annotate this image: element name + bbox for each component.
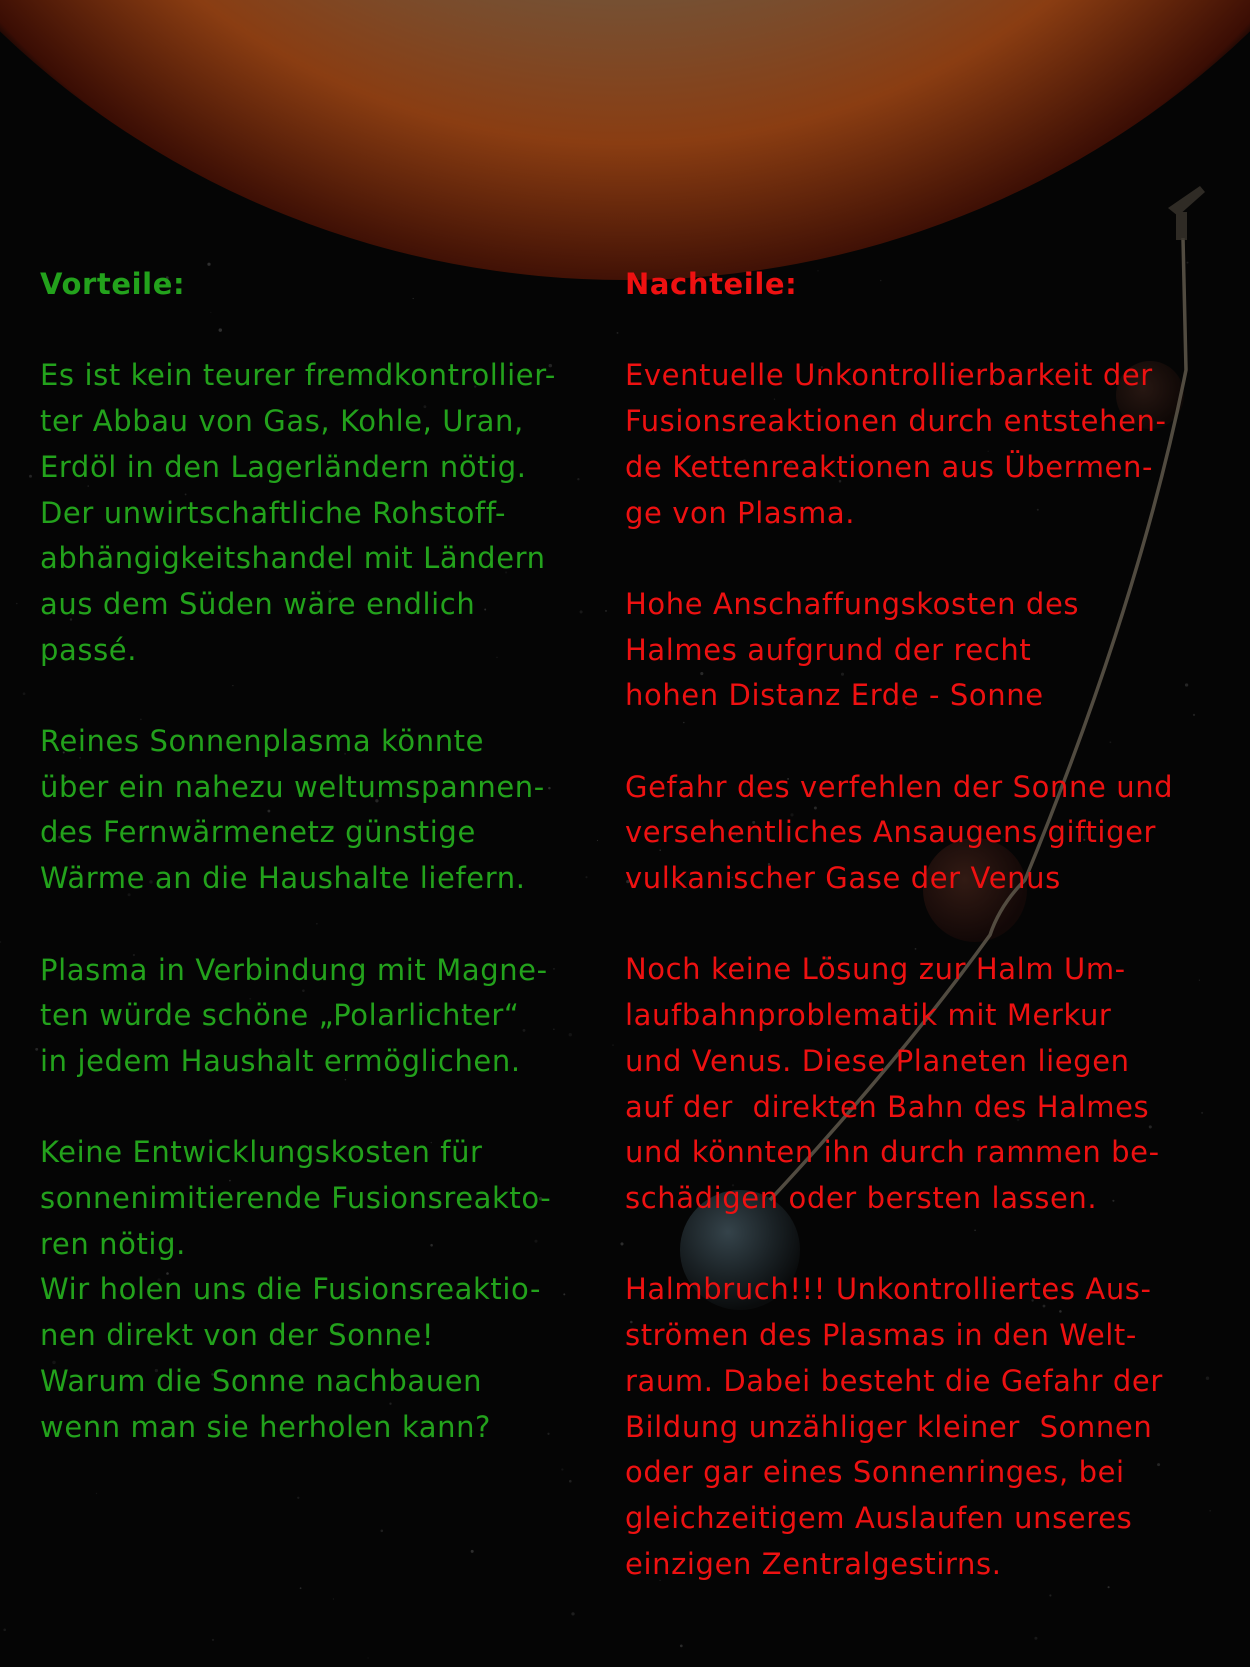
nachteile-column — [625, 262, 1235, 1633]
star-dot — [620, 1242, 623, 1245]
nachteile-text-line: Hohe Anschaffungskosten des — [625, 586, 1080, 621]
nachteile-text-line: auf der direkten Bahn des Halmes — [625, 1089, 1150, 1124]
star-dot — [29, 475, 32, 478]
vorteile-heading: Vorteile: — [40, 267, 186, 301]
star-dot — [297, 1497, 299, 1499]
nachteile-heading: Nachteile: — [625, 267, 798, 301]
nachteile-text-line: gleichzeitigem Auslaufen unseres — [625, 1500, 1133, 1535]
nachteile-text-line: Fusionsreaktionen durch entstehen- — [625, 404, 1167, 439]
star-dot — [3, 1628, 6, 1631]
nachteile-paragraph — [625, 947, 1235, 1221]
nachteile-text-line: raum. Dabei besteht die Gefahr der — [625, 1363, 1163, 1398]
star-dot — [300, 1587, 302, 1589]
vorteile-text-line: in jedem Haushalt ermöglichen. — [40, 1043, 521, 1078]
nachteile-text-line: einzigen Zentralgestirns. — [625, 1546, 1002, 1581]
nachteile-text-line: und Venus. Diese Planeten liegen — [625, 1043, 1130, 1078]
nachteile-text-line: hohen Distanz Erde - Sonne — [625, 678, 1044, 713]
star-dot — [367, 1657, 368, 1658]
vorteile-list — [40, 353, 610, 1450]
star-dot — [16, 603, 18, 605]
nachteile-text-line: Noch keine Lösung zur Halm Um- — [625, 952, 1126, 987]
vorteile-text-line: Plasma in Verbindung mit Magne- — [40, 952, 548, 987]
vorteile-paragraph — [40, 353, 610, 673]
nachteile-paragraph — [625, 765, 1235, 902]
star-dot — [23, 692, 26, 695]
nachteile-text-line: und könnten ihn durch rammen be- — [625, 1135, 1160, 1170]
nachteile-text-line: Halmbruch!!! Unkontrolliertes Aus- — [625, 1272, 1152, 1307]
vorteile-text-line: passé. — [40, 632, 138, 667]
nachteile-paragraph — [625, 1267, 1235, 1587]
nachteile-text-line: vulkanischer Gase der Venus — [625, 861, 1061, 896]
star-dot — [471, 1550, 474, 1553]
star-dot — [680, 1645, 683, 1648]
vorteile-text-line: des Fernwärmenetz günstige — [40, 815, 476, 850]
vorteile-text-line: ter Abbau von Gas, Kohle, Uran, — [40, 404, 524, 439]
vorteile-text-line: ten würde schöne „Polarlichter“ — [40, 998, 520, 1033]
star-dot — [333, 1598, 334, 1599]
vorteile-text-line: aus dem Süden wäre endlich — [40, 586, 476, 621]
vorteile-text-line: Wir holen uns die Fusionsreaktio- — [40, 1272, 542, 1307]
nachteile-text-line: strömen des Plasmas in den Welt- — [625, 1318, 1137, 1353]
vorteile-text-line: Keine Entwicklungskosten für — [40, 1135, 483, 1170]
vorteile-column — [40, 262, 610, 1496]
vorteile-text-line: sonnenimitierende Fusionsreakto- — [40, 1181, 552, 1215]
nachteile-text-line: oder gar eines Sonnenringes, bei — [625, 1455, 1125, 1490]
vorteile-text-line: ren nötig. — [40, 1226, 186, 1261]
nachteile-text-line: laufbahnproblematik mit Merkur — [625, 998, 1112, 1033]
nachteile-text-line: Eventuelle Unkontrollierbarkeit der — [625, 358, 1153, 393]
nachteile-text-line: ge von Plasma. — [625, 495, 856, 530]
vorteile-text-line: Es ist kein teurer fremdkontrollier- — [40, 358, 556, 393]
star-dot — [1034, 1637, 1037, 1640]
vorteile-text-line: nen direkt von der Sonne! — [40, 1318, 435, 1353]
nachteile-paragraph — [625, 353, 1235, 536]
star-dot — [612, 1044, 613, 1045]
vorteile-text-line: Warum die Sonne nachbauen — [40, 1363, 483, 1398]
vorteile-text-line: Reines Sonnenplasma könnte — [40, 724, 485, 758]
vorteile-text-line: Der unwirtschaftliche Rohstoff- — [40, 495, 507, 530]
vorteile-text-line: wenn man sie herholen kann? — [40, 1409, 492, 1444]
vorteile-text-line: Erdöl in den Lagerländern nötig. — [40, 449, 527, 484]
star-dot — [212, 1639, 214, 1641]
star-dot — [571, 1612, 574, 1615]
nachteile-list — [625, 353, 1235, 1587]
star-dot — [617, 332, 619, 334]
vorteile-text-line: Wärme an die Haushalte liefern. — [40, 861, 526, 896]
nachteile-text-line: Bildung unzähliger kleiner Sonnen — [625, 1409, 1153, 1444]
vorteile-text-line: über ein nahezu weltumspannen- — [40, 769, 545, 804]
nachteile-text-line: schädigen oder bersten lassen. — [625, 1181, 1098, 1215]
vorteile-text-line: abhängigkeitshandel mit Ländern — [40, 541, 546, 576]
vorteile-paragraph — [40, 948, 610, 1085]
nachteile-text-line: de Kettenreaktionen aus Übermen- — [625, 449, 1154, 484]
vorteile-paragraph — [40, 719, 610, 902]
nachteile-text-line: Gefahr des verfehlen der Sonne und — [625, 769, 1174, 804]
star-dot — [380, 1529, 383, 1532]
vorteile-paragraph — [40, 1130, 610, 1450]
nachteile-text-line: Halmes aufgrund der recht — [625, 632, 1032, 667]
nachteile-paragraph — [625, 582, 1235, 719]
nachteile-text-line: versehentliches Ansaugens giftiger — [625, 815, 1157, 850]
star-dot — [35, 1048, 38, 1051]
